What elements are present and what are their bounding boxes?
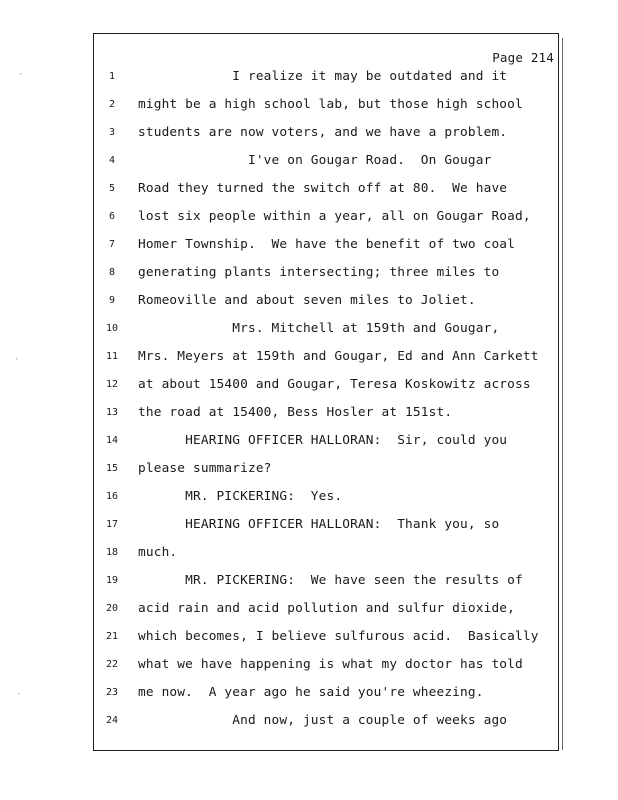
- transcript-line: [0, 545, 618, 565]
- line-number: 24: [105, 715, 119, 726]
- line-number: 2: [108, 99, 116, 110]
- line-text: much.: [138, 545, 178, 560]
- line-number: 1: [108, 71, 116, 82]
- transcript-line: [0, 685, 618, 705]
- line-number: 8: [108, 267, 116, 278]
- line-text: me now. A year ago he said you're wheezing.: [138, 685, 484, 700]
- transcript-line: [0, 69, 618, 89]
- transcript-line: [0, 181, 618, 201]
- line-number: 19: [105, 575, 119, 586]
- scan-mark: ·: [14, 355, 20, 365]
- line-text: generating plants intersecting; three miles to: [138, 265, 500, 280]
- line-text: Mrs. Mitchell at 159th and Gougar,: [138, 321, 500, 336]
- transcript-line: [0, 405, 618, 425]
- line-number: 6: [108, 211, 116, 222]
- line-number: 11: [105, 351, 119, 362]
- transcript-line: [0, 629, 618, 649]
- line-text: Mrs. Meyers at 159th and Gougar, Ed and Ann Carkett: [138, 349, 539, 364]
- scan-mark: ·: [18, 70, 24, 80]
- line-text: HEARING OFFICER HALLORAN: Sir, could you: [138, 433, 508, 448]
- transcript-line: [0, 293, 618, 313]
- line-text: I realize it may be outdated and it: [138, 69, 508, 84]
- line-text: I've on Gougar Road. On Gougar: [138, 153, 492, 168]
- line-number: 23: [105, 687, 119, 698]
- line-text: Road they turned the switch off at 80. We have: [138, 181, 508, 196]
- line-number: 12: [105, 379, 119, 390]
- line-text: MR. PICKERING: Yes.: [138, 489, 343, 504]
- line-text: please summarize?: [138, 461, 272, 476]
- line-number: 7: [108, 239, 116, 250]
- line-number: 13: [105, 407, 119, 418]
- line-text: HEARING OFFICER HALLORAN: Thank you, so: [138, 517, 500, 532]
- transcript-line: [0, 517, 618, 537]
- line-number: 9: [108, 295, 116, 306]
- line-text: might be a high school lab, but those high school: [138, 97, 523, 112]
- transcript-line: [0, 265, 618, 285]
- line-text: Romeoville and about seven miles to Joliet.: [138, 293, 476, 308]
- line-text: lost six people within a year, all on Gougar Road,: [138, 209, 531, 224]
- line-text: at about 15400 and Gougar, Teresa Koskowitz across: [138, 377, 531, 392]
- line-text: MR. PICKERING: We have seen the results of: [138, 573, 523, 588]
- transcript-line: [0, 657, 618, 677]
- transcript-line: [0, 321, 618, 341]
- scan-mark: ·: [16, 690, 22, 700]
- line-text: the road at 15400, Bess Hosler at 151st.: [138, 405, 453, 420]
- transcript-line: [0, 433, 618, 453]
- line-number: 5: [108, 183, 116, 194]
- line-number: 21: [105, 631, 119, 642]
- line-text: acid rain and acid pollution and sulfur dioxide,: [138, 601, 516, 616]
- line-number: 14: [105, 435, 119, 446]
- line-text: Homer Township. We have the benefit of two coal: [138, 237, 516, 252]
- line-text: what we have happening is what my doctor has told: [138, 657, 523, 672]
- transcript-line: [0, 209, 618, 229]
- line-number: 22: [105, 659, 119, 670]
- line-number: 16: [105, 491, 119, 502]
- transcript-line: [0, 573, 618, 593]
- transcript-line: [0, 601, 618, 621]
- line-number: 20: [105, 603, 119, 614]
- line-number: 18: [105, 547, 119, 558]
- transcript-line: [0, 713, 618, 733]
- transcript-line: [0, 377, 618, 397]
- transcript-line: [0, 125, 618, 145]
- line-text: And now, just a couple of weeks ago: [138, 713, 508, 728]
- transcript-line: [0, 97, 618, 117]
- line-number: 4: [108, 155, 116, 166]
- line-number: 17: [105, 519, 119, 530]
- page-number-label: Page 214: [492, 50, 554, 65]
- line-number: 3: [108, 127, 116, 138]
- transcript-line: [0, 489, 618, 509]
- transcript-line: [0, 349, 618, 369]
- transcript-line: [0, 461, 618, 481]
- line-number: 10: [105, 323, 119, 334]
- transcript-line: [0, 237, 618, 257]
- transcript-line: [0, 153, 618, 173]
- line-text: which becomes, I believe sulfurous acid. Basically: [138, 629, 539, 644]
- line-text: students are now voters, and we have a problem.: [138, 125, 508, 140]
- line-number: 15: [105, 463, 119, 474]
